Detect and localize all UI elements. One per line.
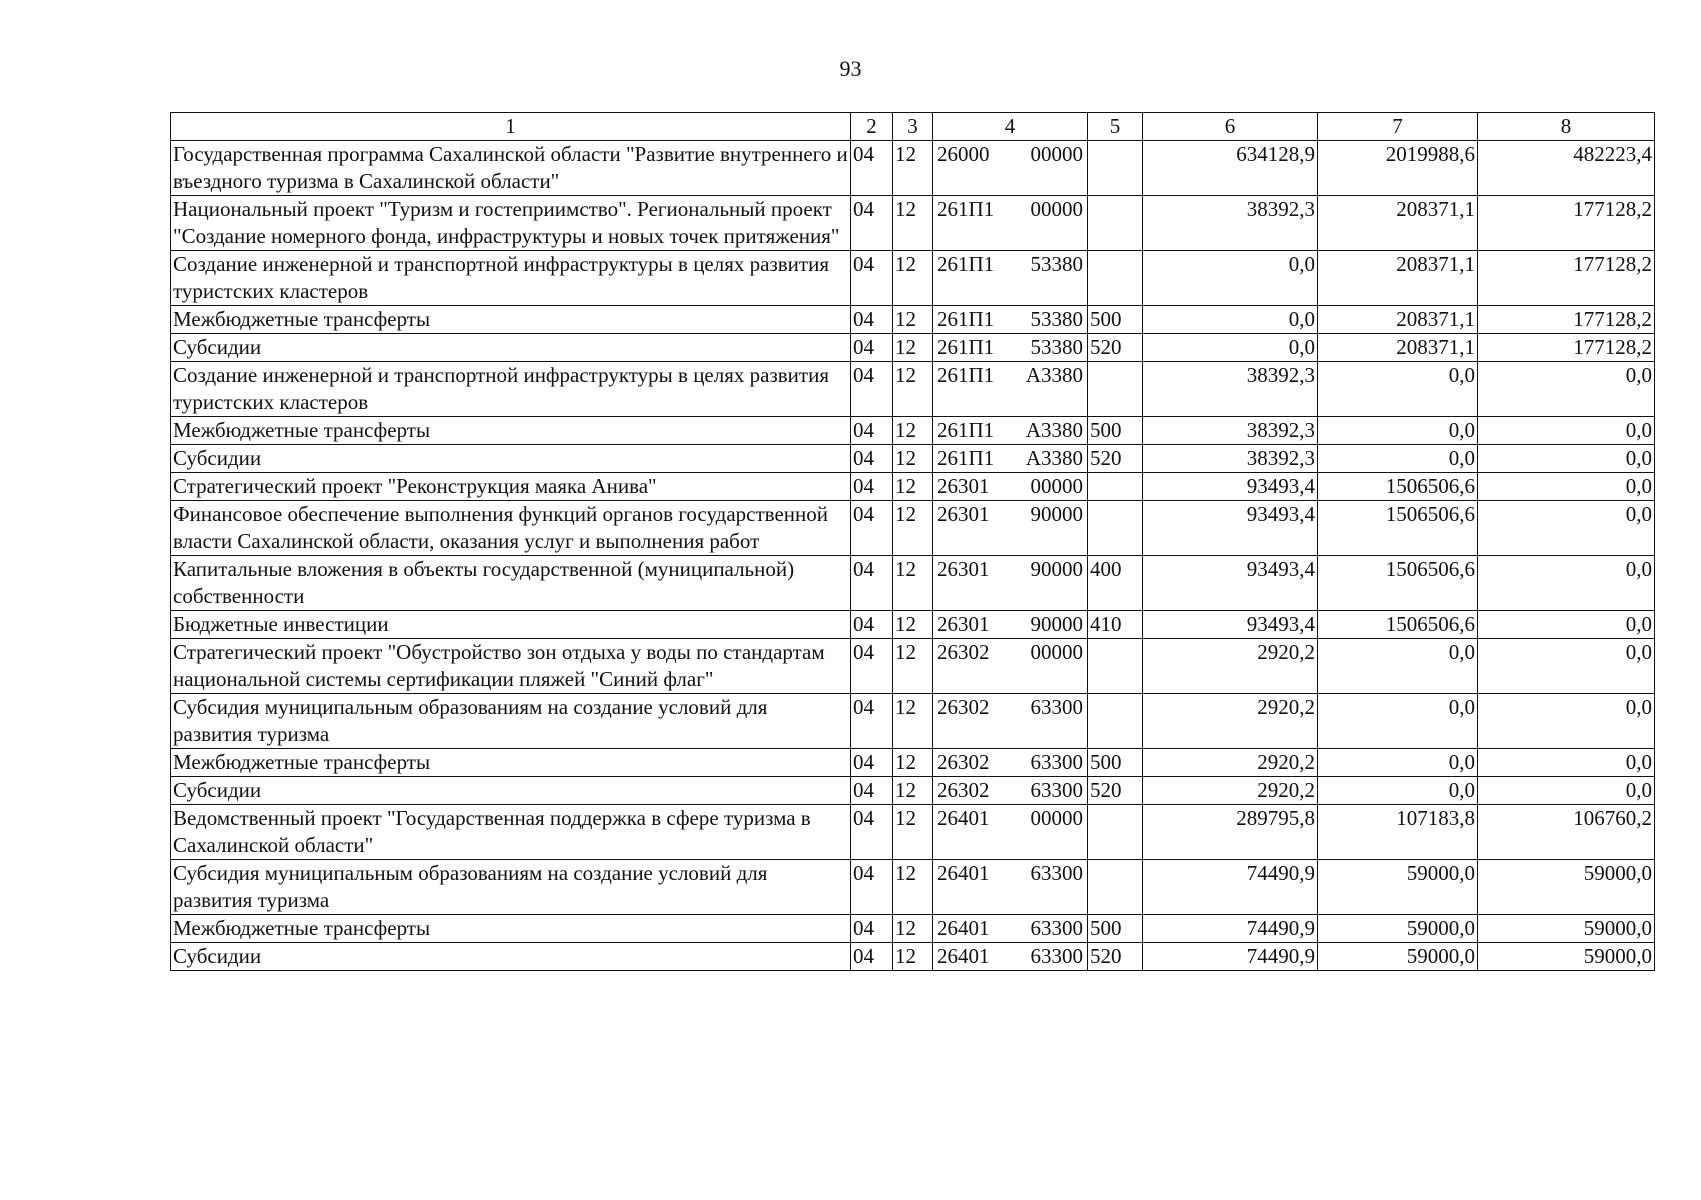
table-row (171, 556, 1655, 611)
target-article-program: 261П1 (937, 197, 995, 221)
target-article-direction: 63300 (1030, 750, 1083, 774)
target-article-program: 26302 (937, 695, 990, 719)
target-article-program: 26000 (937, 142, 990, 166)
section-code: 04 (851, 501, 893, 556)
expense-type-code: 500 (1088, 915, 1143, 943)
amount-col-7: 0,0 (1318, 777, 1478, 805)
target-article-program: 26401 (937, 944, 990, 968)
expense-type-code: 520 (1088, 943, 1143, 971)
amount-col-7: 208371,1 (1318, 306, 1478, 334)
subsection-code: 12 (893, 473, 933, 501)
expense-type-code: 520 (1088, 445, 1143, 473)
amount-col-7: 107183,8 (1318, 805, 1478, 860)
subsection-code: 12 (893, 805, 933, 860)
amount-col-6: 74490,9 (1143, 860, 1318, 915)
table-row (171, 141, 1655, 196)
amount-col-6: 74490,9 (1143, 943, 1318, 971)
amount-col-8: 0,0 (1478, 556, 1655, 611)
target-article-code (933, 362, 1088, 417)
subsection-code: 12 (893, 611, 933, 639)
table-row (171, 915, 1655, 943)
subsection-code: 12 (893, 501, 933, 556)
section-code: 04 (851, 556, 893, 611)
subsection-code: 12 (893, 860, 933, 915)
subsection-code: 12 (893, 362, 933, 417)
column-header: 6 (1143, 113, 1318, 141)
target-article-code (933, 777, 1088, 805)
target-article-program: 261П1 (937, 335, 995, 359)
table-header-row (171, 113, 1655, 141)
target-article-code (933, 334, 1088, 362)
table-row (171, 805, 1655, 860)
target-article-code (933, 445, 1088, 473)
amount-col-6: 0,0 (1143, 306, 1318, 334)
amount-col-7: 59000,0 (1318, 860, 1478, 915)
target-article-program: 26301 (937, 557, 990, 581)
amount-col-8: 0,0 (1478, 473, 1655, 501)
subsection-code: 12 (893, 694, 933, 749)
expense-type-code: 520 (1088, 777, 1143, 805)
amount-col-6: 38392,3 (1143, 196, 1318, 251)
section-code: 04 (851, 943, 893, 971)
table-row (171, 473, 1655, 501)
table-row (171, 694, 1655, 749)
target-article-direction: 00000 (1030, 474, 1083, 498)
expense-type-code (1088, 694, 1143, 749)
row-description: Межбюджетные трансферты (171, 417, 851, 445)
table-row (171, 943, 1655, 971)
target-article-direction: 53380 (1030, 307, 1083, 331)
subsection-code: 12 (893, 196, 933, 251)
target-article-direction: 90000 (1030, 557, 1083, 581)
target-article-code (933, 943, 1088, 971)
target-article-direction: 90000 (1030, 612, 1083, 636)
amount-col-6: 93493,4 (1143, 473, 1318, 501)
amount-col-7: 2019988,6 (1318, 141, 1478, 196)
expense-type-code (1088, 501, 1143, 556)
subsection-code: 12 (893, 141, 933, 196)
expense-type-code (1088, 805, 1143, 860)
amount-col-7: 1506506,6 (1318, 611, 1478, 639)
budget-table (170, 112, 1655, 971)
target-article-program: 261П1 (937, 363, 995, 387)
row-description: Межбюджетные трансферты (171, 915, 851, 943)
subsection-code: 12 (893, 251, 933, 306)
amount-col-6: 634128,9 (1143, 141, 1318, 196)
row-description: Финансовое обеспечение выполнения функций органов государственной власти Сахалинской области, оказания услуг и выполнения работ (171, 501, 851, 556)
amount-col-8: 0,0 (1478, 445, 1655, 473)
section-code: 04 (851, 611, 893, 639)
target-article-direction: 53380 (1030, 335, 1083, 359)
amount-col-6: 93493,4 (1143, 556, 1318, 611)
row-description: Субсидии (171, 445, 851, 473)
expense-type-code: 520 (1088, 334, 1143, 362)
target-article-program: 26302 (937, 778, 990, 802)
amount-col-6: 38392,3 (1143, 417, 1318, 445)
subsection-code: 12 (893, 943, 933, 971)
target-article-program: 26401 (937, 916, 990, 940)
expense-type-code (1088, 362, 1143, 417)
target-article-direction: 00000 (1030, 142, 1083, 166)
row-description: Ведомственный проект "Государственная поддержка в сфере туризма в Сахалинской области" (171, 805, 851, 860)
section-code: 04 (851, 362, 893, 417)
target-article-code (933, 915, 1088, 943)
target-article-program: 261П1 (937, 252, 995, 276)
target-article-code (933, 417, 1088, 445)
table-row (171, 445, 1655, 473)
target-article-code (933, 473, 1088, 501)
section-code: 04 (851, 805, 893, 860)
section-code: 04 (851, 860, 893, 915)
amount-col-7: 208371,1 (1318, 251, 1478, 306)
target-article-program: 261П1 (937, 418, 995, 442)
target-article-direction: А3380 (1025, 363, 1083, 387)
expense-type-code (1088, 196, 1143, 251)
amount-col-7: 0,0 (1318, 417, 1478, 445)
amount-col-7: 0,0 (1318, 749, 1478, 777)
amount-col-8: 177128,2 (1478, 334, 1655, 362)
amount-col-8: 59000,0 (1478, 860, 1655, 915)
target-article-program: 26401 (937, 806, 990, 830)
section-code: 04 (851, 306, 893, 334)
expense-type-code: 500 (1088, 749, 1143, 777)
expense-type-code: 410 (1088, 611, 1143, 639)
amount-col-6: 2920,2 (1143, 639, 1318, 694)
section-code: 04 (851, 749, 893, 777)
subsection-code: 12 (893, 417, 933, 445)
row-description: Государственная программа Сахалинской области "Развитие внутреннего и въездного туризма в Сахалинской области" (171, 141, 851, 196)
target-article-direction: 63300 (1030, 861, 1083, 885)
subsection-code: 12 (893, 749, 933, 777)
target-article-program: 26302 (937, 640, 990, 664)
amount-col-7: 59000,0 (1318, 915, 1478, 943)
target-article-code (933, 141, 1088, 196)
table-row (171, 611, 1655, 639)
target-article-direction: 63300 (1030, 778, 1083, 802)
amount-col-8: 0,0 (1478, 362, 1655, 417)
amount-col-6: 93493,4 (1143, 501, 1318, 556)
section-code: 04 (851, 334, 893, 362)
row-description: Создание инженерной и транспортной инфраструктуры в целях развития туристских кластеров (171, 251, 851, 306)
amount-col-7: 0,0 (1318, 639, 1478, 694)
row-description: Стратегический проект "Обустройство зон отдыха у воды по стандартам национальной системы сертификации пляжей "Синий флаг" (171, 639, 851, 694)
amount-col-8: 177128,2 (1478, 306, 1655, 334)
row-description: Субсидии (171, 777, 851, 805)
row-description: Стратегический проект "Реконструкция маяка Анива" (171, 473, 851, 501)
column-header: 5 (1088, 113, 1143, 141)
amount-col-8: 177128,2 (1478, 196, 1655, 251)
amount-col-6: 38392,3 (1143, 362, 1318, 417)
row-description: Субсидии (171, 334, 851, 362)
subsection-code: 12 (893, 777, 933, 805)
amount-col-7: 208371,1 (1318, 334, 1478, 362)
target-article-program: 261П1 (937, 307, 995, 331)
row-description: Создание инженерной и транспортной инфраструктуры в целях развития туристских кластеров (171, 362, 851, 417)
target-article-code (933, 749, 1088, 777)
row-description: Субсидии (171, 943, 851, 971)
row-description: Субсидия муниципальным образованиям на создание условий для развития туризма (171, 860, 851, 915)
target-article-program: 26302 (937, 750, 990, 774)
column-header: 7 (1318, 113, 1478, 141)
row-description: Капитальные вложения в объекты государственной (муниципальной) собственности (171, 556, 851, 611)
section-code: 04 (851, 141, 893, 196)
target-article-code (933, 694, 1088, 749)
target-article-code (933, 611, 1088, 639)
table-row (171, 777, 1655, 805)
target-article-code (933, 306, 1088, 334)
amount-col-8: 0,0 (1478, 639, 1655, 694)
target-article-code (933, 639, 1088, 694)
row-description: Межбюджетные трансферты (171, 306, 851, 334)
amount-col-6: 93493,4 (1143, 611, 1318, 639)
table-row (171, 501, 1655, 556)
section-code: 04 (851, 915, 893, 943)
subsection-code: 12 (893, 915, 933, 943)
section-code: 04 (851, 445, 893, 473)
target-article-code (933, 805, 1088, 860)
target-article-code (933, 196, 1088, 251)
amount-col-6: 0,0 (1143, 334, 1318, 362)
amount-col-6: 38392,3 (1143, 445, 1318, 473)
table-row (171, 749, 1655, 777)
amount-col-7: 1506506,6 (1318, 556, 1478, 611)
amount-col-6: 2920,2 (1143, 749, 1318, 777)
target-article-direction: А3380 (1025, 446, 1083, 470)
column-header: 3 (893, 113, 933, 141)
amount-col-8: 482223,4 (1478, 141, 1655, 196)
subsection-code: 12 (893, 306, 933, 334)
amount-col-8: 0,0 (1478, 777, 1655, 805)
subsection-code: 12 (893, 639, 933, 694)
target-article-direction: 53380 (1030, 252, 1083, 276)
expense-type-code (1088, 639, 1143, 694)
amount-col-7: 1506506,6 (1318, 473, 1478, 501)
section-code: 04 (851, 639, 893, 694)
amount-col-8: 0,0 (1478, 611, 1655, 639)
target-article-code (933, 501, 1088, 556)
table-row (171, 334, 1655, 362)
target-article-code (933, 251, 1088, 306)
table-row (171, 251, 1655, 306)
expense-type-code (1088, 251, 1143, 306)
table-row (171, 860, 1655, 915)
target-article-direction: 63300 (1030, 944, 1083, 968)
expense-type-code (1088, 860, 1143, 915)
amount-col-6: 2920,2 (1143, 694, 1318, 749)
amount-col-7: 0,0 (1318, 362, 1478, 417)
column-header: 8 (1478, 113, 1655, 141)
table-row (171, 196, 1655, 251)
target-article-direction: 00000 (1030, 806, 1083, 830)
amount-col-8: 59000,0 (1478, 915, 1655, 943)
expense-type-code: 500 (1088, 306, 1143, 334)
column-header: 1 (171, 113, 851, 141)
target-article-direction: 63300 (1030, 916, 1083, 940)
section-code: 04 (851, 694, 893, 749)
amount-col-6: 2920,2 (1143, 777, 1318, 805)
subsection-code: 12 (893, 334, 933, 362)
page-number: 93 (839, 56, 862, 81)
subsection-code: 12 (893, 556, 933, 611)
target-article-direction: 00000 (1030, 197, 1083, 221)
target-article-direction: А3380 (1025, 418, 1083, 442)
amount-col-7: 208371,1 (1318, 196, 1478, 251)
amount-col-8: 59000,0 (1478, 943, 1655, 971)
row-description: Межбюджетные трансферты (171, 749, 851, 777)
target-article-direction: 63300 (1030, 695, 1083, 719)
amount-col-6: 74490,9 (1143, 915, 1318, 943)
amount-col-8: 0,0 (1478, 694, 1655, 749)
table-row (171, 417, 1655, 445)
column-header: 2 (851, 113, 893, 141)
section-code: 04 (851, 777, 893, 805)
table-row (171, 639, 1655, 694)
section-code: 04 (851, 251, 893, 306)
amount-col-7: 0,0 (1318, 445, 1478, 473)
table-row (171, 306, 1655, 334)
target-article-program: 26401 (937, 861, 990, 885)
target-article-program: 26301 (937, 612, 990, 636)
amount-col-8: 0,0 (1478, 501, 1655, 556)
table-row (171, 362, 1655, 417)
amount-col-7: 1506506,6 (1318, 501, 1478, 556)
column-header: 4 (933, 113, 1088, 141)
amount-col-7: 0,0 (1318, 694, 1478, 749)
section-code: 04 (851, 196, 893, 251)
section-code: 04 (851, 473, 893, 501)
subsection-code: 12 (893, 445, 933, 473)
row-description: Субсидия муниципальным образованиям на создание условий для развития туризма (171, 694, 851, 749)
amount-col-8: 177128,2 (1478, 251, 1655, 306)
section-code: 04 (851, 417, 893, 445)
amount-col-8: 0,0 (1478, 417, 1655, 445)
amount-col-6: 0,0 (1143, 251, 1318, 306)
target-article-direction: 90000 (1030, 502, 1083, 526)
expense-type-code: 500 (1088, 417, 1143, 445)
expense-type-code (1088, 141, 1143, 196)
target-article-program: 261П1 (937, 446, 995, 470)
target-article-code (933, 860, 1088, 915)
expense-type-code (1088, 473, 1143, 501)
target-article-direction: 00000 (1030, 640, 1083, 664)
amount-col-8: 106760,2 (1478, 805, 1655, 860)
amount-col-6: 289795,8 (1143, 805, 1318, 860)
amount-col-7: 59000,0 (1318, 943, 1478, 971)
row-description: Национальный проект "Туризм и гостеприимство". Региональный проект "Создание номерного фонда, инфраструктуры и новых точек притяжения" (171, 196, 851, 251)
amount-col-8: 0,0 (1478, 749, 1655, 777)
target-article-program: 26301 (937, 474, 990, 498)
expense-type-code: 400 (1088, 556, 1143, 611)
target-article-code (933, 556, 1088, 611)
target-article-program: 26301 (937, 502, 990, 526)
row-description: Бюджетные инвестиции (171, 611, 851, 639)
